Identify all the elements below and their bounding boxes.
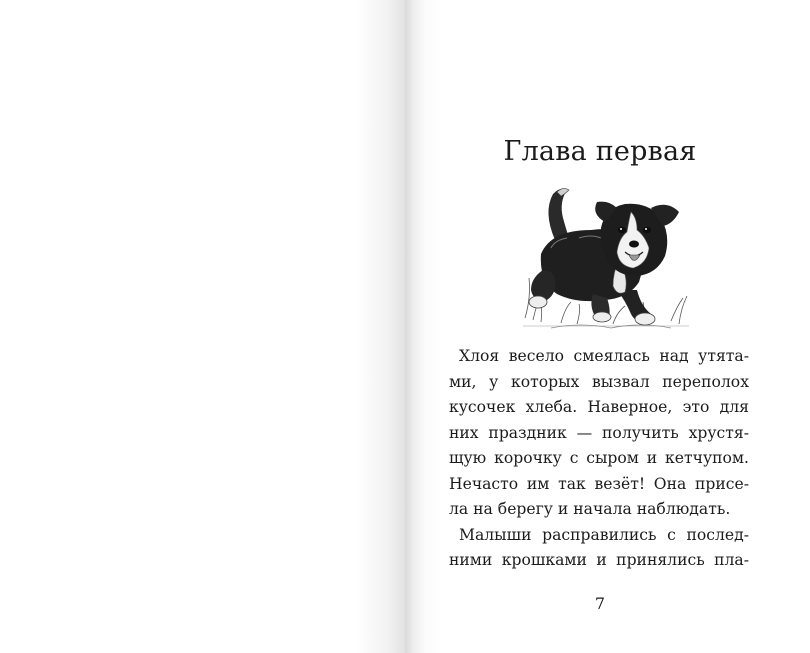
puppy-tail	[548, 189, 569, 240]
text-line: кусочек хлеба. Наверное, это для	[449, 398, 749, 416]
text-line: них праздник — получить хрустя-	[449, 423, 749, 442]
text-line: щую корочку с сыром и кетчупом.	[449, 449, 749, 467]
paragraph	[449, 344, 749, 523]
puppy-illustration	[521, 178, 691, 333]
text-line: Малыши расправились с послед-	[459, 525, 749, 544]
text-line: ла на берегу и начала наблюдать.	[449, 500, 731, 518]
right-page	[405, 0, 810, 653]
text-line: ними крошками и принялись пла-	[449, 551, 749, 569]
chapter-title: Глава первая	[503, 136, 697, 167]
text-line: Нечасто им так везёт! Она присе-	[449, 474, 749, 493]
text-line: ми, у которых вызвал переполох	[449, 372, 749, 391]
text-line: Хлоя весело смеялась над утята-	[459, 347, 749, 365]
page-number: 7	[594, 594, 606, 613]
body-text	[449, 344, 749, 574]
paragraph	[449, 523, 749, 574]
